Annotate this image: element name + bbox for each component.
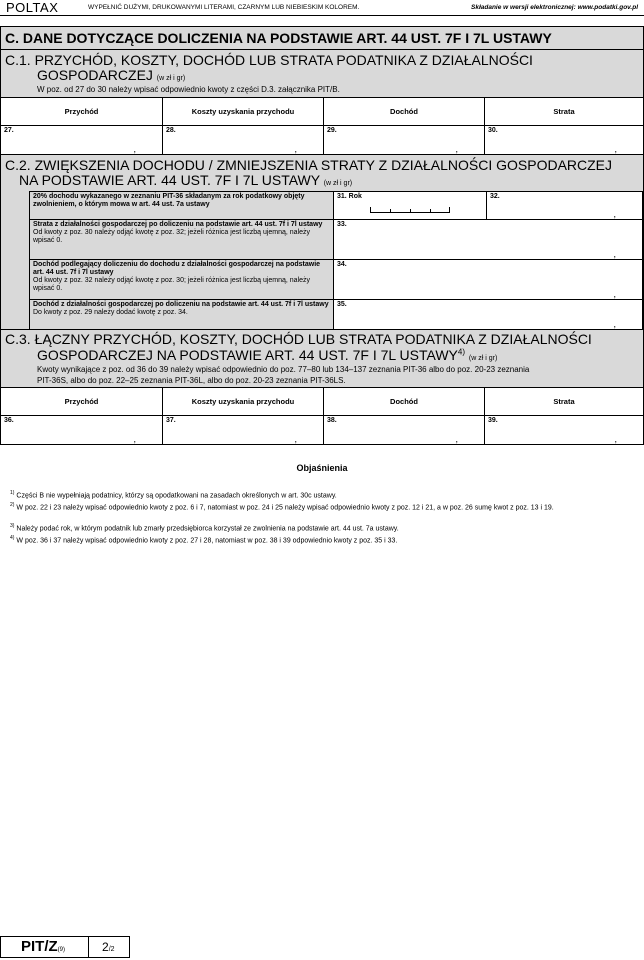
explanation-2: $^{2)}$ W poz. 22 i 23 należy wpisać odpowiednio kwoty z poz. 6 i 7, natomiast w poz. 24 i 25 należy wpisać odpowiednio kwoty z poz. 12 i 21, a w poz. 26 sumę kwot z poz. 13 i 19. <box>10 502 554 512</box>
field-27[interactable]: 27. , <box>4 127 136 154</box>
electronic-filing-note: Składanie w wersji elektronicznej: www.podatki.gov.pl <box>471 4 638 11</box>
c2-row-35: Dochód z działalności gospodarczej po doliczeniu na podstawie art. 44 ust. 7f i 7l ustawy Do kwoty z poz. 29 należy dodać kwotę z poz. 34. 35. , <box>29 300 643 330</box>
c2-header <box>0 155 644 191</box>
c3-note-line1: Kwoty wynikające z poz. od 36 do 39 należy wpisać odpowiednio do poz. 77–80 lub 134–137 zeznania PIT-36 albo do poz. 20-23 zeznania <box>37 365 530 374</box>
c1-column-headers <box>0 98 644 126</box>
c1-note: W poz. od 27 do 30 należy wpisać odpowiednio kwoty z części D.3. załącznika PIT/B. <box>37 85 340 94</box>
section-c-title: C. DANE DOTYCZĄCE DOLICZENIA NA PODSTAWIE ART. 44 UST. 7F I 7L USTAWY <box>5 30 552 46</box>
c1-fields-row <box>0 126 644 155</box>
form-id-box <box>0 936 130 958</box>
c2-row-34: Dochód podlegający doliczeniu do dochodu z działalności gospodarczej na podstawie art. 44 ust. 7f i 7l ustawy Od kwoty z poz. 32 należy odjąć kwotę z poz. 30; jeżeli różnica jest liczbą ujemną, należy wpisać 0. 34. , <box>29 260 643 300</box>
c3-col-koszty: Koszty uzyskania przychodu <box>191 397 295 406</box>
field-31-year[interactable]: 31. Rok <box>334 192 487 219</box>
c2-row-31 <box>29 191 643 220</box>
c1-col-koszty: Koszty uzyskania przychodu <box>191 107 295 116</box>
fill-instruction: WYPEŁNIĆ DUŻYMI, DRUKOWANYMI LITERAMI, CZARNYM LUB NIEBIESKIM KOLOREM. <box>88 4 360 11</box>
page-number: 2/2 <box>102 940 115 954</box>
field-35[interactable]: 35. , <box>337 301 616 329</box>
c2-row-33: Strata z działalności gospodarczej po doliczeniu na podstawie art. 44 ust. 7f i 7l ustawy Od kwoty z poz. 30 należy odjąć kwotę z poz. 32; jeżeli różnica jest liczbą ujemną, należy wpisać 0. 33. , <box>29 220 643 260</box>
c3-fields-row <box>0 416 644 445</box>
c1-col-przychod: Przychód <box>64 107 99 116</box>
c3-column-headers <box>0 388 644 416</box>
c1-title-line2: GOSPODARCZEJ (w zł i gr) <box>37 67 186 83</box>
c2-left-margin <box>0 191 29 330</box>
field-33[interactable]: 33. , <box>337 221 616 259</box>
field-39[interactable]: 39. , <box>484 416 643 444</box>
section-c-header <box>0 26 644 50</box>
field-38[interactable]: 38. , <box>323 416 484 444</box>
field-30[interactable]: 30. , <box>484 126 643 154</box>
c3-title-line1: C.3. ŁĄCZNY PRZYCHÓD, KOSZTY, DOCHÓD LUB STRATA PODATNIKA Z DZIAŁALNOŚCI <box>5 331 592 347</box>
form-name: PIT/Z(9) <box>21 938 66 955</box>
field-36[interactable]: 36. , <box>4 417 136 444</box>
field-37[interactable]: 37. , <box>162 416 323 444</box>
c1-unit: (w zł i gr) <box>156 75 186 82</box>
c1-col-strata: Strata <box>553 107 575 116</box>
c3-unit: (w zł i gr) <box>468 355 498 362</box>
explanations-title: Objaśnienia <box>296 463 348 473</box>
poltax-logo: POLTAX <box>6 0 59 15</box>
c2-row1-desc: 20% dochodu wykazanego w zeznaniu PIT-36 składanym za rok podatkowy objęty zwolnieniem, o którym mowa w art. 44 ust. 7a ustawy <box>33 193 305 208</box>
field-34[interactable]: 34. , <box>337 261 616 299</box>
c1-header <box>0 50 644 98</box>
c3-header <box>0 330 644 388</box>
field-29[interactable]: 29. , <box>323 126 484 154</box>
field-28[interactable]: 28. , <box>162 126 323 154</box>
c3-col-strata: Strata <box>553 397 575 406</box>
c3-col-dochod: Dochód <box>390 397 418 406</box>
c3-title-line2: GOSPODARCZEJ NA PODSTAWIE ART. 44 UST. 7F I 7L USTAWY$^{4)}$ (w zł i gr) <box>37 347 498 363</box>
year-boxes <box>370 207 450 213</box>
explanation-1: $^{1)}$ Części B nie wypełniają podatnicy, którzy są opodatkowani na zasadach określonych w art. 30c ustawy. <box>10 490 337 500</box>
explanation-3: $^{3)}$ Należy podać rok, w którym podatnik lub zmarły przedsiębiorca korzystał ze zwolnienia na podstawie art. 44 ust. 7a ustawy. <box>10 523 399 533</box>
c2-unit: (w zł i gr) <box>323 180 353 187</box>
c1-title-line1: C.1. PRZYCHÓD, KOSZTY, DOCHÓD LUB STRATA PODATNIKA Z DZIAŁALNOŚCI <box>5 52 533 68</box>
form-version: (9) <box>57 947 66 953</box>
header-underline <box>0 15 644 16</box>
explanation-4: $^{4)}$ W poz. 36 i 37 należy wpisać odpowiednio kwoty z poz. 27 i 28, natomiast w poz. 38 i 39 odpowiednio kwoty z poz. 35 i 33. <box>10 535 398 545</box>
c3-col-przychod: Przychód <box>64 397 99 406</box>
field-32[interactable]: 32. , <box>490 193 616 219</box>
c2-title-line2: NA PODSTAWIE ART. 44 UST. 7F I 7L USTAWY (w zł i gr) <box>19 172 353 188</box>
c1-col-dochod: Dochód <box>390 107 418 116</box>
c2-title-line1: C.2. ZWIĘKSZENIA DOCHODU / ZMNIEJSZENIA STRATY Z DZIAŁALNOŚCI GOSPODARCZEJ <box>5 157 613 173</box>
c3-note-line2: PIT-36S, albo do poz. 22–25 zeznania PIT-36L, albo do poz. 20-23 zeznania PIT-36LS. <box>37 376 346 385</box>
